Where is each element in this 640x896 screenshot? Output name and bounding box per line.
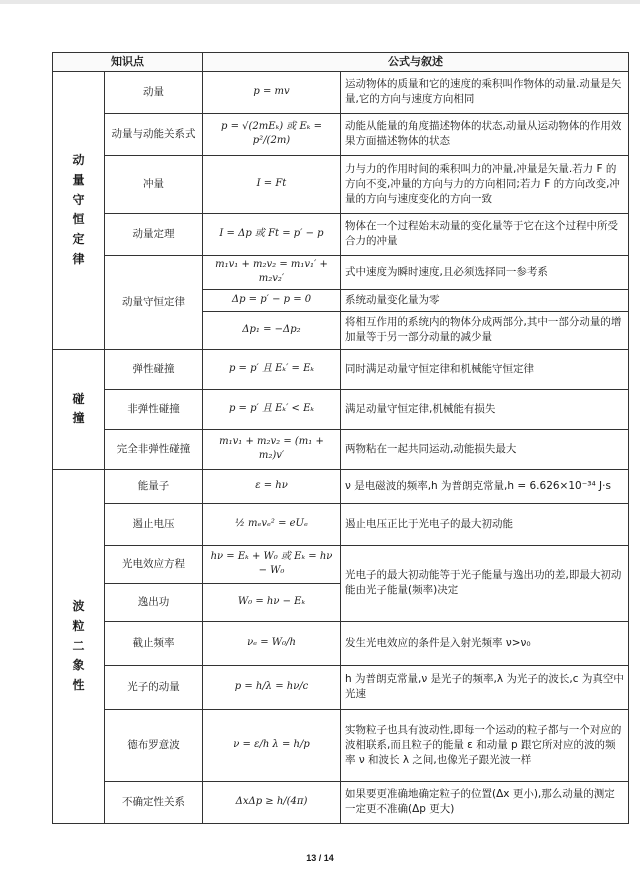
header-knowledge-point: 知识点 (53, 53, 203, 72)
category-char: 碰 (72, 391, 85, 406)
category-char: 定 (72, 232, 85, 247)
table-row (53, 781, 629, 823)
topic-cell: 弹性碰撞 (105, 349, 203, 389)
category-char: 象 (72, 658, 85, 673)
formula-cell: p = mv (203, 71, 341, 113)
category-char: 二 (72, 638, 85, 653)
topic-cell: 完全非弹性碰撞 (105, 429, 203, 469)
category-momentum (53, 71, 105, 349)
formula-cell: I = Ft (203, 155, 341, 213)
topic-cell: 光电效应方程 (105, 545, 203, 583)
page-number: 13 / 14 (306, 853, 334, 863)
topic-cell: 冲量 (105, 155, 203, 213)
formula-cell: p = h/λ = hν/c (203, 665, 341, 709)
topic-cell: 动量与动能关系式 (105, 113, 203, 155)
table-row (53, 503, 629, 545)
topic-cell: 动量守恒定律 (105, 255, 203, 349)
table-row (53, 545, 629, 583)
category-collision (53, 349, 105, 469)
table-row (53, 389, 629, 429)
table-row (53, 255, 629, 289)
table-row (53, 349, 629, 389)
description-cell: 动能从能量的角度描述物体的状态,动量从运动物体的作用效果方面描述物体的状态 (341, 113, 629, 155)
topic-cell: 动量定理 (105, 213, 203, 255)
formula-cell: m₁v₁ + m₂v₂ = m₁v₁′ + m₂v₂′ (203, 255, 341, 289)
table-row (53, 429, 629, 469)
formula-cell: p = √(2mEₖ) 或 Eₖ = p²/(2m) (203, 113, 341, 155)
category-char: 动 (72, 153, 85, 168)
category-char: 量 (72, 172, 85, 187)
description-cell: 满足动量守恒定律,机械能有损失 (341, 389, 629, 429)
category-char: 性 (72, 678, 85, 693)
table-row (53, 665, 629, 709)
table-row (53, 621, 629, 665)
description-cell: 同时满足动量守恒定律和机械能守恒定律 (341, 349, 629, 389)
category-duality (53, 469, 105, 823)
table-row (53, 155, 629, 213)
description-cell: 发生光电效应的条件是入射光频率 ν>ν₀ (341, 621, 629, 665)
formula-cell: m₁v₁ + m₂v₂ = (m₁ + m₂)v′ (203, 429, 341, 469)
header-formula-desc: 公式与叙述 (203, 53, 629, 72)
description-cell: 遏止电压正比于光电子的最大初动能 (341, 503, 629, 545)
category-char: 恒 (72, 212, 85, 227)
description-cell: 物体在一个过程始末动量的变化量等于它在这个过程中所受合力的冲量 (341, 213, 629, 255)
description-cell: 运动物体的质量和它的速度的乘积叫作物体的动量.动量是矢量,它的方向与速度方向相同 (341, 71, 629, 113)
category-label (53, 390, 104, 430)
category-char: 撞 (72, 411, 85, 426)
table-row (53, 213, 629, 255)
category-char: 波 (72, 598, 85, 613)
formula-cell: ν = ε/h λ = h/p (203, 709, 341, 781)
formula-cell: ε = hν (203, 469, 341, 503)
topic-cell: 非弹性碰撞 (105, 389, 203, 429)
category-char: 律 (72, 252, 85, 267)
description-cell: h 为普朗克常量,ν 是光子的频率,λ 为光子的波长,c 为真空中光速 (341, 665, 629, 709)
topic-cell: 能量子 (105, 469, 203, 503)
formula-cell: I = Δp 或 Ft = p′ − p (203, 213, 341, 255)
topic-cell: 动量 (105, 71, 203, 113)
formula-cell: p = p′ 且 Eₖ′ = Eₖ (203, 349, 341, 389)
category-char: 守 (72, 192, 85, 207)
formula-cell: W₀ = hν − Eₖ (203, 583, 341, 621)
physics-summary-table (52, 52, 629, 824)
topic-cell: 截止频率 (105, 621, 203, 665)
formula-cell: Δp₁ = −Δp₂ (203, 311, 341, 349)
table-row (53, 709, 629, 781)
topic-cell: 德布罗意波 (105, 709, 203, 781)
table-row (53, 71, 629, 113)
formula-cell: νₑ = W₀/h (203, 621, 341, 665)
description-cell: 实物粒子也具有波动性,即每一个运动的粒子都与一个对应的波相联系,而且粒子的能量 ε 和动量 p 跟它所对应的波的频率 ν 和波长 λ 之间,也像光子跟光波一样 (341, 709, 629, 781)
category-label (53, 597, 104, 696)
description-cell: 式中速度为瞬时速度,且必须选择同一参考系 (341, 255, 629, 289)
formula-cell: hν = Eₖ + W₀ 或 Eₖ = hν − W₀ (203, 545, 341, 583)
formula-cell: p = p′ 且 Eₖ′ < Eₖ (203, 389, 341, 429)
description-cell: 将相互作用的系统内的物体分成两部分,其中一部分动量的增加量等于另一部分动量的减少量 (341, 311, 629, 349)
description-cell: 力与力的作用时间的乘积叫力的冲量,冲量是矢量.若力 F 的方向不变,冲量的方向与力的方向相同;若力 F 的方向改变,冲量的方向与速度变化的方向一致 (341, 155, 629, 213)
topic-cell: 不确定性关系 (105, 781, 203, 823)
description-cell: 如果要更准确地确定粒子的位置(Δx 更小),那么动量的测定一定更不准确(Δp 更大) (341, 781, 629, 823)
category-label (53, 151, 104, 270)
formula-cell: ΔxΔp ≥ h/(4π) (203, 781, 341, 823)
category-char: 粒 (72, 618, 85, 633)
topic-cell: 遏止电压 (105, 503, 203, 545)
formula-cell: Δp = p′ − p = 0 (203, 289, 341, 311)
description-cell: ν 是电磁波的频率,h 为普朗克常量,h = 6.626×10⁻³⁴ J·s (341, 469, 629, 503)
formula-cell: ½ mₑvₑ² = eUₑ (203, 503, 341, 545)
topic-cell: 逸出功 (105, 583, 203, 621)
description-cell: 系统动量变化量为零 (341, 289, 629, 311)
table-row (53, 469, 629, 503)
top-scan-edge (0, 0, 640, 4)
description-cell: 光电子的最大初动能等于光子能量与逸出功的差,即最大初动能由光子能量(频率)决定 (341, 545, 629, 621)
description-cell: 两物粘在一起共同运动,动能损失最大 (341, 429, 629, 469)
topic-cell: 光子的动量 (105, 665, 203, 709)
table-header-row (53, 53, 629, 72)
table-row (53, 113, 629, 155)
